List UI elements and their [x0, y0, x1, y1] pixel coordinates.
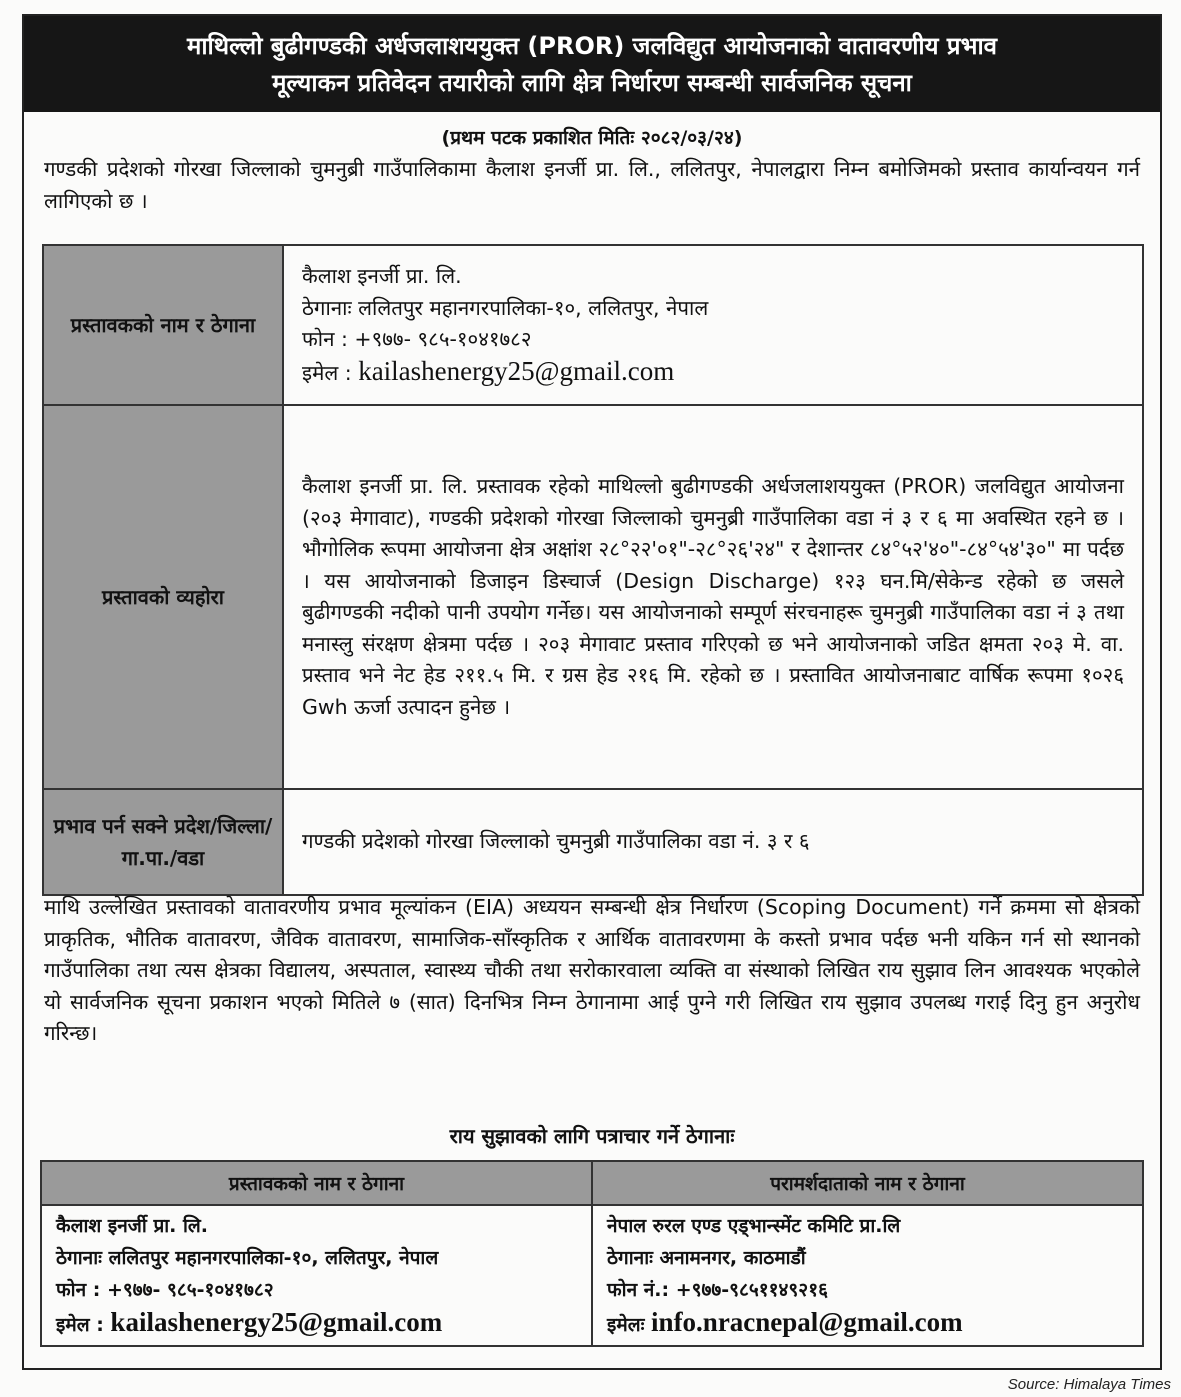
affected-area-label: प्रभाव पर्न सक्ने प्रदेश/जिल्ला/ गा.पा./वडा: [43, 789, 283, 895]
proponent-contact: [41, 1205, 592, 1346]
request-paragraph: माथि उल्लेखित प्रस्तावको वातावरणीय प्रभाव मूल्यांकन (EIA) अध्ययन सम्बन्धी क्षेत्र निर्धारण (Scoping Document) गर्ने क्रममा सो क्षेत्रको प्राकृतिक, भौतिक वातावरण, जैविक वातावरण, सामाजिक-साँस्कृतिक र आर्थिक वातावरणमा के कस्तो प्रभाव पर्दछ भनी यकिन गर्न सो स्थानको गाउँपालिका तथा त्यस क्षेत्रका विद्यालय, अस्पताल, स्वास्थ्य चौकी तथा सरोकारवाला व्यक्ति वा संस्थाको लिखित राय सुझाव लिन आवश्यक भएकोले यो सार्वजनिक सूचना प्रकाशन भएको मितिले ७ (सात) दिनभित्र निम्न ठेगानामा आई पुग्ने गरी लिखित राय सुझाव उपलब्ध गराई दिनु हुन अनुरोध गरिन्छ।: [44, 895, 1140, 1045]
proposal-details-table: [42, 244, 1144, 896]
proponent-contact-name: कैलाश इनर्जी प्रा. लि.: [56, 1215, 209, 1237]
public-notice: [22, 14, 1162, 1370]
proponent-info: [283, 245, 1143, 405]
title-line-1: माथिल्लो बुढीगण्डकी अर्धजलाशययुक्त (PROR) जलविद्युत आयोजनाको वातावरणीय प्रभाव: [186, 32, 998, 60]
proponent-contact-header: प्रस्तावकको नाम र ठेगाना: [41, 1161, 592, 1205]
proponent-email-label: इमेल :: [302, 360, 352, 385]
consultant-contact: [592, 1205, 1143, 1346]
description-label: प्रस्तावको व्यहोरा: [43, 405, 283, 789]
proponent-contact-address: ठेगानाः ललितपुर महानगरपालिका-१०, ललितपुर, नेपाल: [56, 1247, 439, 1269]
proponent-name: कैलाश इनर्जी प्रा. लि.: [302, 264, 462, 288]
proponent-contact-phone: फोन : +९७७- ९८५-१०४१७८२: [56, 1279, 274, 1301]
publication-date: (प्रथम पटक प्रकाशित मितिः २०८२/०३/२४): [441, 127, 743, 149]
consultant-email: info.nracnepal@gmail.com: [651, 1307, 963, 1337]
source-credit: Source: Himalaya Times: [1007, 1376, 1171, 1393]
intro-paragraph: गण्डकी प्रदेशको गोरखा जिल्लाको चुमनुब्री गाउँपालिकामा कैलाश इनर्जी प्रा. लि., ललितपुर, नेपालद्वारा निम्न बमोजिमको प्रस्ताव कार्यान्वयन गर्न लागिएको छ ।: [44, 157, 1140, 213]
consultant-email-label: इमेलः: [607, 1314, 645, 1336]
proponent-phone: फोन : +९७७- ९८५-१०४१७८२: [302, 327, 532, 351]
contact-table: [40, 1160, 1144, 1347]
affected-area: गण्डकी प्रदेशको गोरखा जिल्लाको चुमनुब्री गाउँपालिका वडा नं. ३ र ६: [283, 789, 1143, 895]
contact-section-title: राय सुझावको लागि पत्राचार गर्ने ठेगानाः: [449, 1124, 735, 1148]
proponent-address: ठेगानाः ललितपुर महानगरपालिका-१०, ललितपुर, नेपाल: [302, 295, 709, 320]
consultant-name: नेपाल रुरल एण्ड एड्भान्स्मेंट कमिटि प्रा.लि: [607, 1215, 901, 1237]
proponent-email: kailashenergy25@gmail.com: [358, 355, 675, 386]
proponent-contact-email-label: इमेल :: [56, 1314, 104, 1336]
title-line-2: मूल्याकन प्रतिवेदन तयारीको लागि क्षेत्र निर्धारण सम्बन्धी सार्वजनिक सूचना: [272, 69, 912, 97]
notice-title-banner: [24, 16, 1160, 112]
proponent-label: प्रस्तावकको नाम र ठेगाना: [43, 245, 283, 405]
proponent-contact-email: kailashenergy25@gmail.com: [110, 1307, 443, 1337]
consultant-address: ठेगानाः अनामनगर, काठमाडौं: [607, 1247, 806, 1269]
consultant-contact-header: परामर्शदाताको नाम र ठेगाना: [592, 1161, 1143, 1205]
consultant-phone: फोन नं.: +९७७-९८५११४९२१६: [607, 1279, 828, 1301]
proposal-description: कैलाश इनर्जी प्रा. लि. प्रस्तावक रहेको माथिल्लो बुढीगण्डकी अर्धजलाशययुक्त (PROR) जलविद्युत आयोजना (२०३ मेगावाट), गण्डकी प्रदेशको गोरखा जिल्लाको चुमनुब्री गाउँपालिका वडा नं ३ र ६ मा अवस्थित रहने छ । भौगोलिक रूपमा आयोजना क्षेत्र अक्षांश २८°२२'०१"-२८°२६'२४" र देशान्तर ८४°५२'४०"-८४°५४'३०" मा पर्दछ । यस आयोजनाको डिजाइन डिस्चार्ज (Design Discharge) १२३ घन.मि/सेकेन्ड रहेको छ जसले बुढीगण्डकी नदीको पानी उपयोग गर्नेछ। यस आयोजनाको सम्पूर्ण संरचनाहरू चुमनुब्री गाउँपालिका वडा नं ३ तथा मनास्लु संरक्षण क्षेत्रमा पर्दछ । २०३ मेगावाट प्रस्ताव गरिएको छ भने आयोजनाको जडित क्षमता २०३ मे. वा. प्रस्ताव भने नेट हेड २११.५ मि. र ग्रस हेड २१६ मि. रहेको छ । प्रस्तावित आयोजनाबाट वार्षिक रूपमा १०२६ Gwh ऊर्जा उत्पादन हुनेछ ।: [283, 405, 1143, 789]
